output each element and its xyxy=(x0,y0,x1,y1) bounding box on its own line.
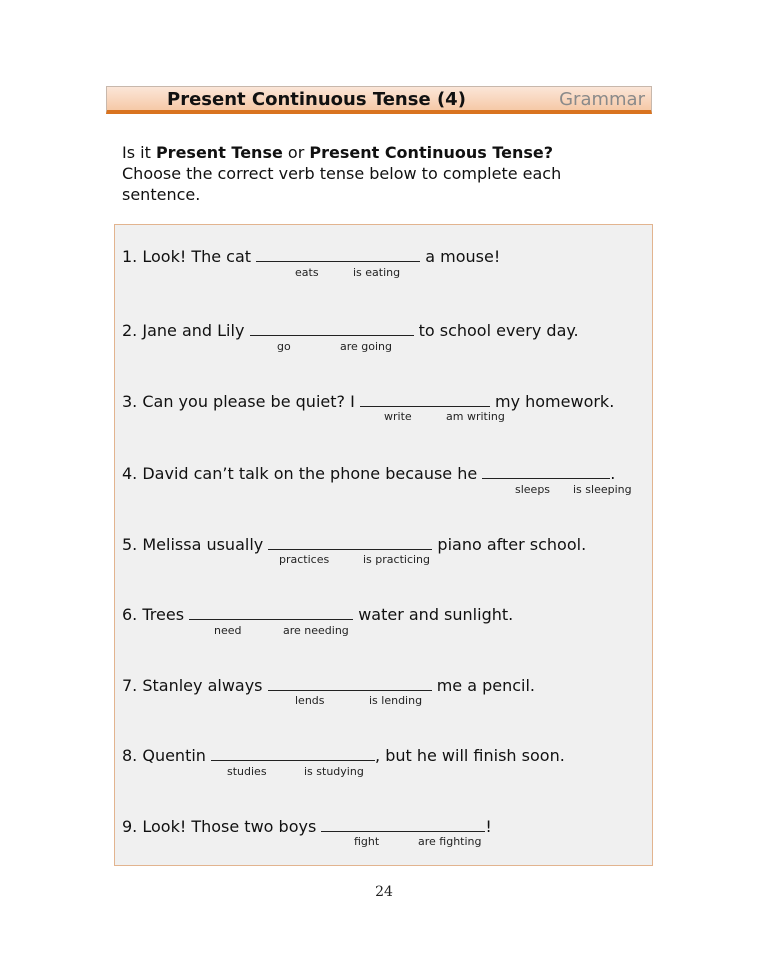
instructions-prefix: Is it xyxy=(122,143,156,162)
choice-b: are going xyxy=(340,340,393,353)
question-2 xyxy=(122,321,579,341)
worksheet-header xyxy=(106,86,652,114)
instructions-option-b: Present Continuous Tense? xyxy=(309,143,554,162)
question-text-before: 6. Trees xyxy=(122,605,190,624)
choice-b: am writing xyxy=(446,410,505,423)
question-text-after: . xyxy=(610,464,616,483)
question-4 xyxy=(122,464,615,484)
choice-a: practices xyxy=(279,553,330,566)
choices-7 xyxy=(295,694,422,707)
question-text-before: 5. Melissa usually xyxy=(122,535,269,554)
question-5 xyxy=(122,535,586,555)
question-text-before: 8. Quentin xyxy=(122,746,212,765)
choice-b: is studying xyxy=(304,765,364,778)
question-3 xyxy=(122,392,614,412)
question-text-after: piano after school. xyxy=(432,535,587,554)
choices-9 xyxy=(354,835,482,848)
answer-blank[interactable] xyxy=(360,392,490,407)
answer-blank[interactable] xyxy=(482,464,610,479)
question-text-after: a mouse! xyxy=(420,247,501,266)
choice-a: go xyxy=(277,340,291,353)
question-text-after: me a pencil. xyxy=(431,676,536,695)
instructions xyxy=(122,142,642,205)
instructions-option-a: Present Tense xyxy=(155,143,283,162)
choice-a: lends xyxy=(295,694,325,707)
answer-blank[interactable] xyxy=(211,746,375,761)
question-text-after: to school every day. xyxy=(413,321,579,340)
choice-b: is practicing xyxy=(363,553,431,566)
choice-a: fight xyxy=(354,835,380,848)
answer-blank[interactable] xyxy=(268,535,432,550)
worksheet-title: Present Continuous Tense (4) xyxy=(167,89,466,110)
choices-1 xyxy=(295,266,400,279)
answer-blank[interactable] xyxy=(268,676,432,691)
question-8 xyxy=(122,746,565,766)
choices-5 xyxy=(279,553,430,566)
question-text-before: 2. Jane and Lily xyxy=(122,321,250,340)
question-text-before: 9. Look! Those two boys xyxy=(122,817,322,836)
question-text-after: my homework. xyxy=(489,392,615,411)
choice-a: studies xyxy=(227,765,267,778)
question-text-after: water and sunlight. xyxy=(353,605,514,624)
answer-blank[interactable] xyxy=(321,817,485,832)
choice-a: sleeps xyxy=(515,483,551,496)
answer-blank[interactable] xyxy=(256,247,420,262)
instructions-middle: or xyxy=(282,143,310,162)
question-text-before: 1. Look! The cat xyxy=(122,247,257,266)
page-number: 24 xyxy=(375,884,393,900)
answer-blank[interactable] xyxy=(189,605,353,620)
choice-a: eats xyxy=(295,266,319,279)
choices-4 xyxy=(515,483,632,496)
instructions-line2: Choose the correct verb tense below to complete each sentence. xyxy=(122,164,562,204)
choices-8 xyxy=(227,765,364,778)
question-text-before: 3. Can you please be quiet? I xyxy=(122,392,360,411)
choices-6 xyxy=(214,624,349,637)
choice-b: is sleeping xyxy=(573,483,632,496)
question-6 xyxy=(122,605,513,625)
question-text-after: , but he will finish soon. xyxy=(375,746,565,765)
choice-b: are fighting xyxy=(418,835,482,848)
question-9 xyxy=(122,817,492,837)
answer-blank[interactable] xyxy=(250,321,414,336)
choice-b: is lending xyxy=(369,694,423,707)
question-7 xyxy=(122,676,535,696)
choice-b: are needing xyxy=(283,624,349,637)
choice-a: write xyxy=(384,410,412,423)
question-1 xyxy=(122,247,500,267)
subject-tag: Grammar xyxy=(559,89,645,110)
question-text-before: 4. David can’t talk on the phone because he xyxy=(122,464,483,483)
choice-a: need xyxy=(214,624,242,637)
choice-b: is eating xyxy=(353,266,401,279)
question-text-after: ! xyxy=(485,817,492,836)
choices-2 xyxy=(277,340,392,353)
question-text-before: 7. Stanley always xyxy=(122,676,268,695)
choices-3 xyxy=(384,410,505,423)
